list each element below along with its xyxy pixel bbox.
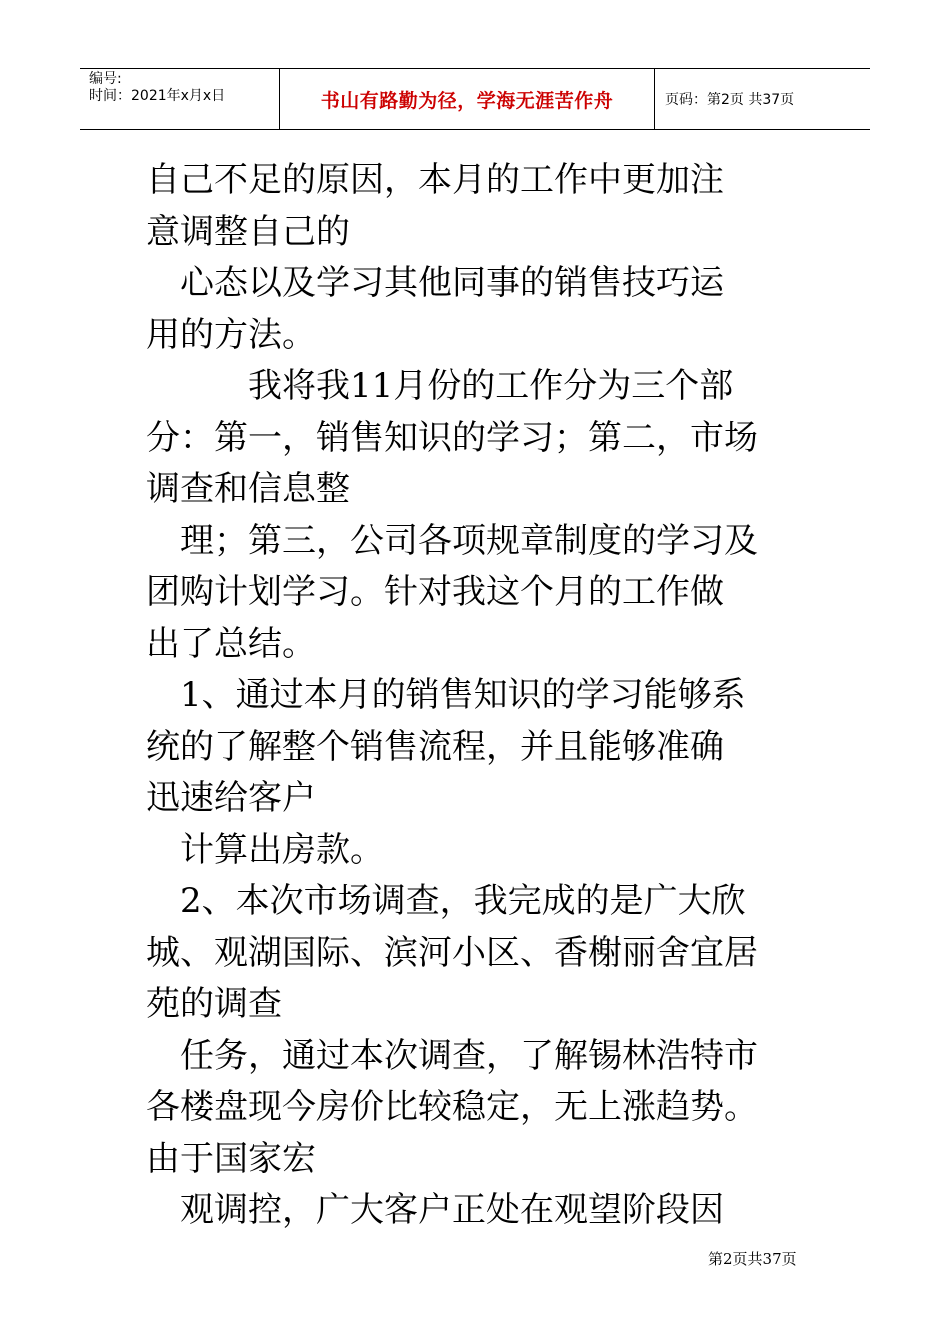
text-line: 用的方法。 bbox=[146, 314, 316, 355]
text-line: 调查和信息整 bbox=[146, 469, 350, 509]
text-line: 城、观湖国际、滨河小区、香榭丽舍宜居 bbox=[146, 932, 758, 973]
text-line: 计算出房款。 bbox=[146, 829, 384, 870]
text-line: 统的了解整个销售流程，并且能够准确 bbox=[146, 726, 724, 767]
header-motto: 书山有路勤为径，学海无涯苦作舟 bbox=[280, 69, 655, 129]
text-line: 分：第一，销售知识的学习；第二，市场 bbox=[146, 417, 758, 458]
text-line: 任务，通过本次调查，了解锡林浩特市 bbox=[146, 1035, 758, 1076]
page-header bbox=[80, 68, 870, 130]
page-footer: 第2页共37页 bbox=[708, 1250, 797, 1268]
header-meta bbox=[80, 69, 280, 129]
document-number-label: 编号: bbox=[89, 71, 122, 87]
text-line: 苑的调查 bbox=[146, 984, 282, 1024]
text-line: 团购计划学习。针对我这个月的工作做 bbox=[146, 572, 724, 612]
text-line: 自己不足的原因，本月的工作中更加注 bbox=[146, 160, 724, 200]
text-line: 2、本次市场调查，我完成的是广大欣 bbox=[146, 881, 746, 921]
text-line: 出了总结。 bbox=[146, 623, 316, 664]
document-body bbox=[146, 155, 808, 1237]
document-time-label: 时间：2021年x月x日 bbox=[89, 88, 226, 104]
text-line: 我将我11月份的工作分为三个部 bbox=[146, 366, 734, 406]
text-line: 意调整自己的 bbox=[146, 211, 350, 252]
text-line: 各楼盘现今房价比较稳定，无上涨趋势。 bbox=[146, 1087, 758, 1127]
text-line: 心态以及学习其他同事的销售技巧运 bbox=[146, 263, 724, 303]
text-line: 1、通过本月的销售知识的学习能够系 bbox=[146, 675, 746, 715]
text-line: 迅速给客户 bbox=[146, 778, 316, 818]
text-line: 理；第三，公司各项规章制度的学习及 bbox=[146, 520, 758, 561]
text-line: 由于国家宏 bbox=[146, 1138, 316, 1179]
header-page-number: 页码：第2页 共37页 bbox=[665, 92, 795, 108]
text-line: 观调控，广大客户正处在观望阶段因 bbox=[146, 1190, 724, 1230]
